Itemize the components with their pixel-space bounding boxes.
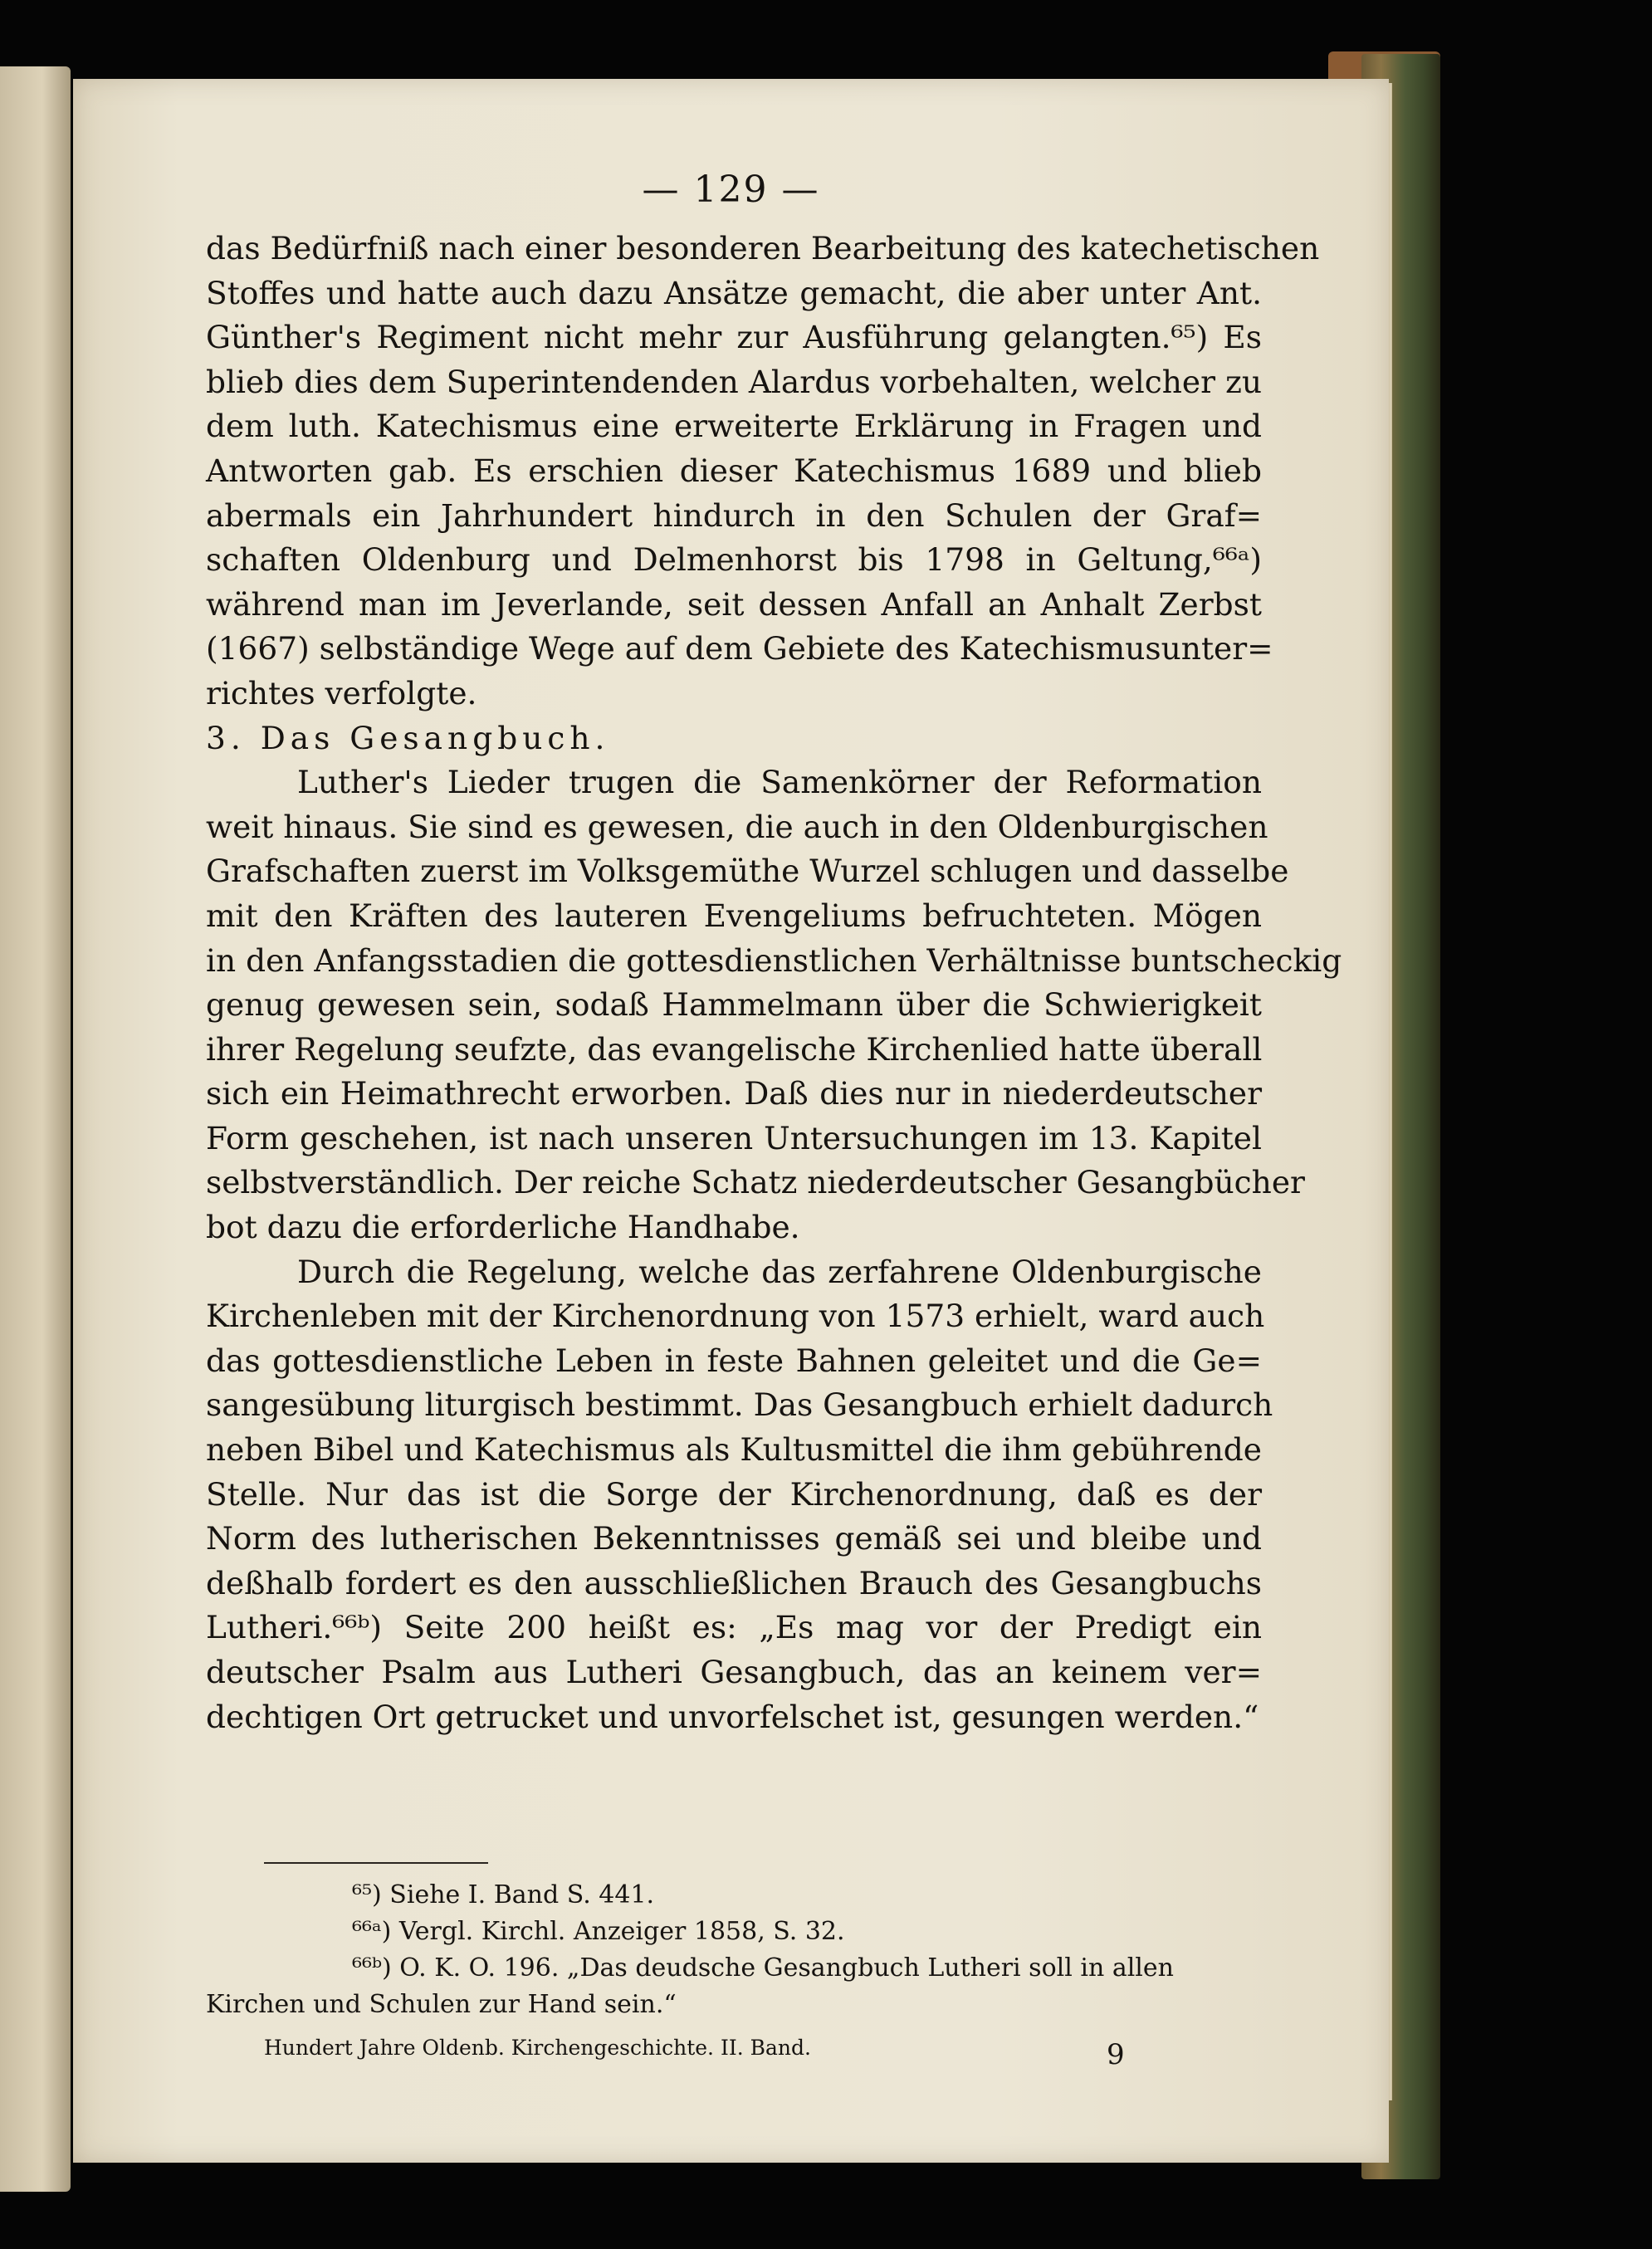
- footnote-66b: ⁶⁶ᵇ) O. K. O. 196. „Das deudsche Gesangbuch Lutheri soll in allen: [352, 1953, 1174, 1983]
- text-line: schaften Oldenburg und Delmenhorst bis 1798 in Geltung,⁶⁶ᵃ): [206, 541, 1262, 579]
- section-heading: 3. Das Gesangbuch.: [206, 719, 610, 756]
- text-line: richtes verfolgte.: [206, 674, 477, 711]
- running-footer: Hundert Jahre Oldenb. Kirchengeschichte. II. Band.: [264, 2036, 811, 2060]
- paragraph-1: [206, 227, 1320, 716]
- text-line: dechtigen Ort getrucket und unvorfelschet ist, gesungen werden.“: [206, 1698, 1259, 1735]
- text-line: mit den Kräften des lauteren Evengeliums befruchteten. Mögen: [206, 897, 1262, 934]
- text-line: während man im Jeverlande, seit dessen Anfall an Anhalt Zerbst: [206, 585, 1262, 623]
- text-line: Günther's Regiment nicht mehr zur Ausführung gelangten.⁶⁵) Es: [206, 319, 1262, 356]
- text-line: abermals ein Jahrhundert hindurch in den Schulen der Graf=: [206, 496, 1262, 534]
- page-number: — 129 —: [642, 169, 820, 211]
- text-line: Kirchenleben mit der Kirchenordnung von 1573 erhielt, ward auch: [206, 1298, 1265, 1335]
- text-line: sich ein Heimathrecht erworben. Daß dies nur in niederdeutscher: [206, 1075, 1262, 1112]
- text-line: deutscher Psalm aus Lutheri Gesangbuch, das an keinem ver=: [206, 1654, 1262, 1690]
- text-line: deßhalb fordert es den ausschließlichen Brauch des Gesangbuchs: [206, 1564, 1262, 1601]
- left-facing-page-edge: [0, 66, 71, 2192]
- text-line: dem luth. Katechismus eine erweiterte Erklärung in Fragen und: [206, 408, 1262, 445]
- text-line: Stoffes und hatte auch dazu Ansätze gemacht, die aber unter Ant.: [206, 274, 1262, 311]
- text-line: Stelle. Nur das ist die Sorge der Kirchenordnung, daß es der: [206, 1475, 1262, 1513]
- footnotes: [206, 1877, 1262, 2023]
- text-line: genug gewesen sein, sodaß Hammelmann über die Schwierigkeit: [206, 986, 1262, 1024]
- footnote-66a: ⁶⁶ᵃ) Vergl. Kirchl. Anzeiger 1858, S. 32.: [352, 1917, 845, 1946]
- main-text: [206, 227, 1342, 1739]
- text-line: bot dazu die erforderliche Handhabe.: [206, 1209, 800, 1246]
- text-line: in den Anfangsstadien die gottesdienstlichen Verhältnisse buntscheckig: [206, 941, 1342, 979]
- text-line: das Bedürfniß nach einer besonderen Bearbeitung des katechetischen: [206, 230, 1320, 266]
- footnote-65: ⁶⁵) Siehe I. Band S. 441.: [352, 1880, 655, 1909]
- text-line: blieb dies dem Superintendenden Alardus vorbehalten, welcher zu: [206, 363, 1262, 400]
- text-line: Durch die Regelung, welche das zerfahrene Oldenburgische: [297, 1253, 1262, 1290]
- text-line: Grafschaften zuerst im Volksgemüthe Wurzel schlugen und dasselbe: [206, 853, 1289, 890]
- text-line: (1667) selbständige Wege auf dem Gebiete des Katechismusunter=: [206, 630, 1273, 667]
- text-line: weit hinaus. Sie sind es gewesen, die auch in den Oldenburgischen: [206, 808, 1268, 845]
- text-line: Lutheri.⁶⁶ᵇ) Seite 200 heißt es: „Es mag vor der Predigt ein: [206, 1609, 1262, 1646]
- text-line: Antworten gab. Es erschien dieser Katechismus 1689 und blieb: [206, 452, 1262, 489]
- text-line: ihrer Regelung seufzte, das evangelische Kirchenlied hatte überall: [206, 1030, 1263, 1068]
- text-line: Form geschehen, ist nach unseren Untersuchungen im 13. Kapitel: [206, 1119, 1262, 1156]
- text-line: neben Bibel und Katechismus als Kultusmittel die ihm gebührende: [206, 1431, 1262, 1469]
- footnote-rule: [264, 1862, 488, 1864]
- footnote-66b-continued: Kirchen und Schulen zur Hand sein.“: [206, 1990, 677, 2019]
- text-line: Luther's Lieder trugen die Samenkörner der Reformation: [297, 764, 1262, 801]
- text-line: sangesübung liturgisch bestimmt. Das Gesangbuch erhielt dadurch: [206, 1386, 1273, 1424]
- text-line: Norm des lutherischen Bekenntnisses gemäß sei und bleibe und: [206, 1520, 1262, 1557]
- text-line: selbstverständlich. Der reiche Schatz niederdeutscher Gesangbücher: [206, 1164, 1305, 1201]
- book-page: [73, 79, 1389, 2163]
- signature-mark: 9: [1107, 2038, 1125, 2071]
- paragraph-3: [206, 1250, 1273, 1740]
- text-line: das gottesdienstliche Leben in feste Bahnen geleitet und die Ge=: [206, 1342, 1262, 1379]
- paragraph-2: [206, 760, 1342, 1250]
